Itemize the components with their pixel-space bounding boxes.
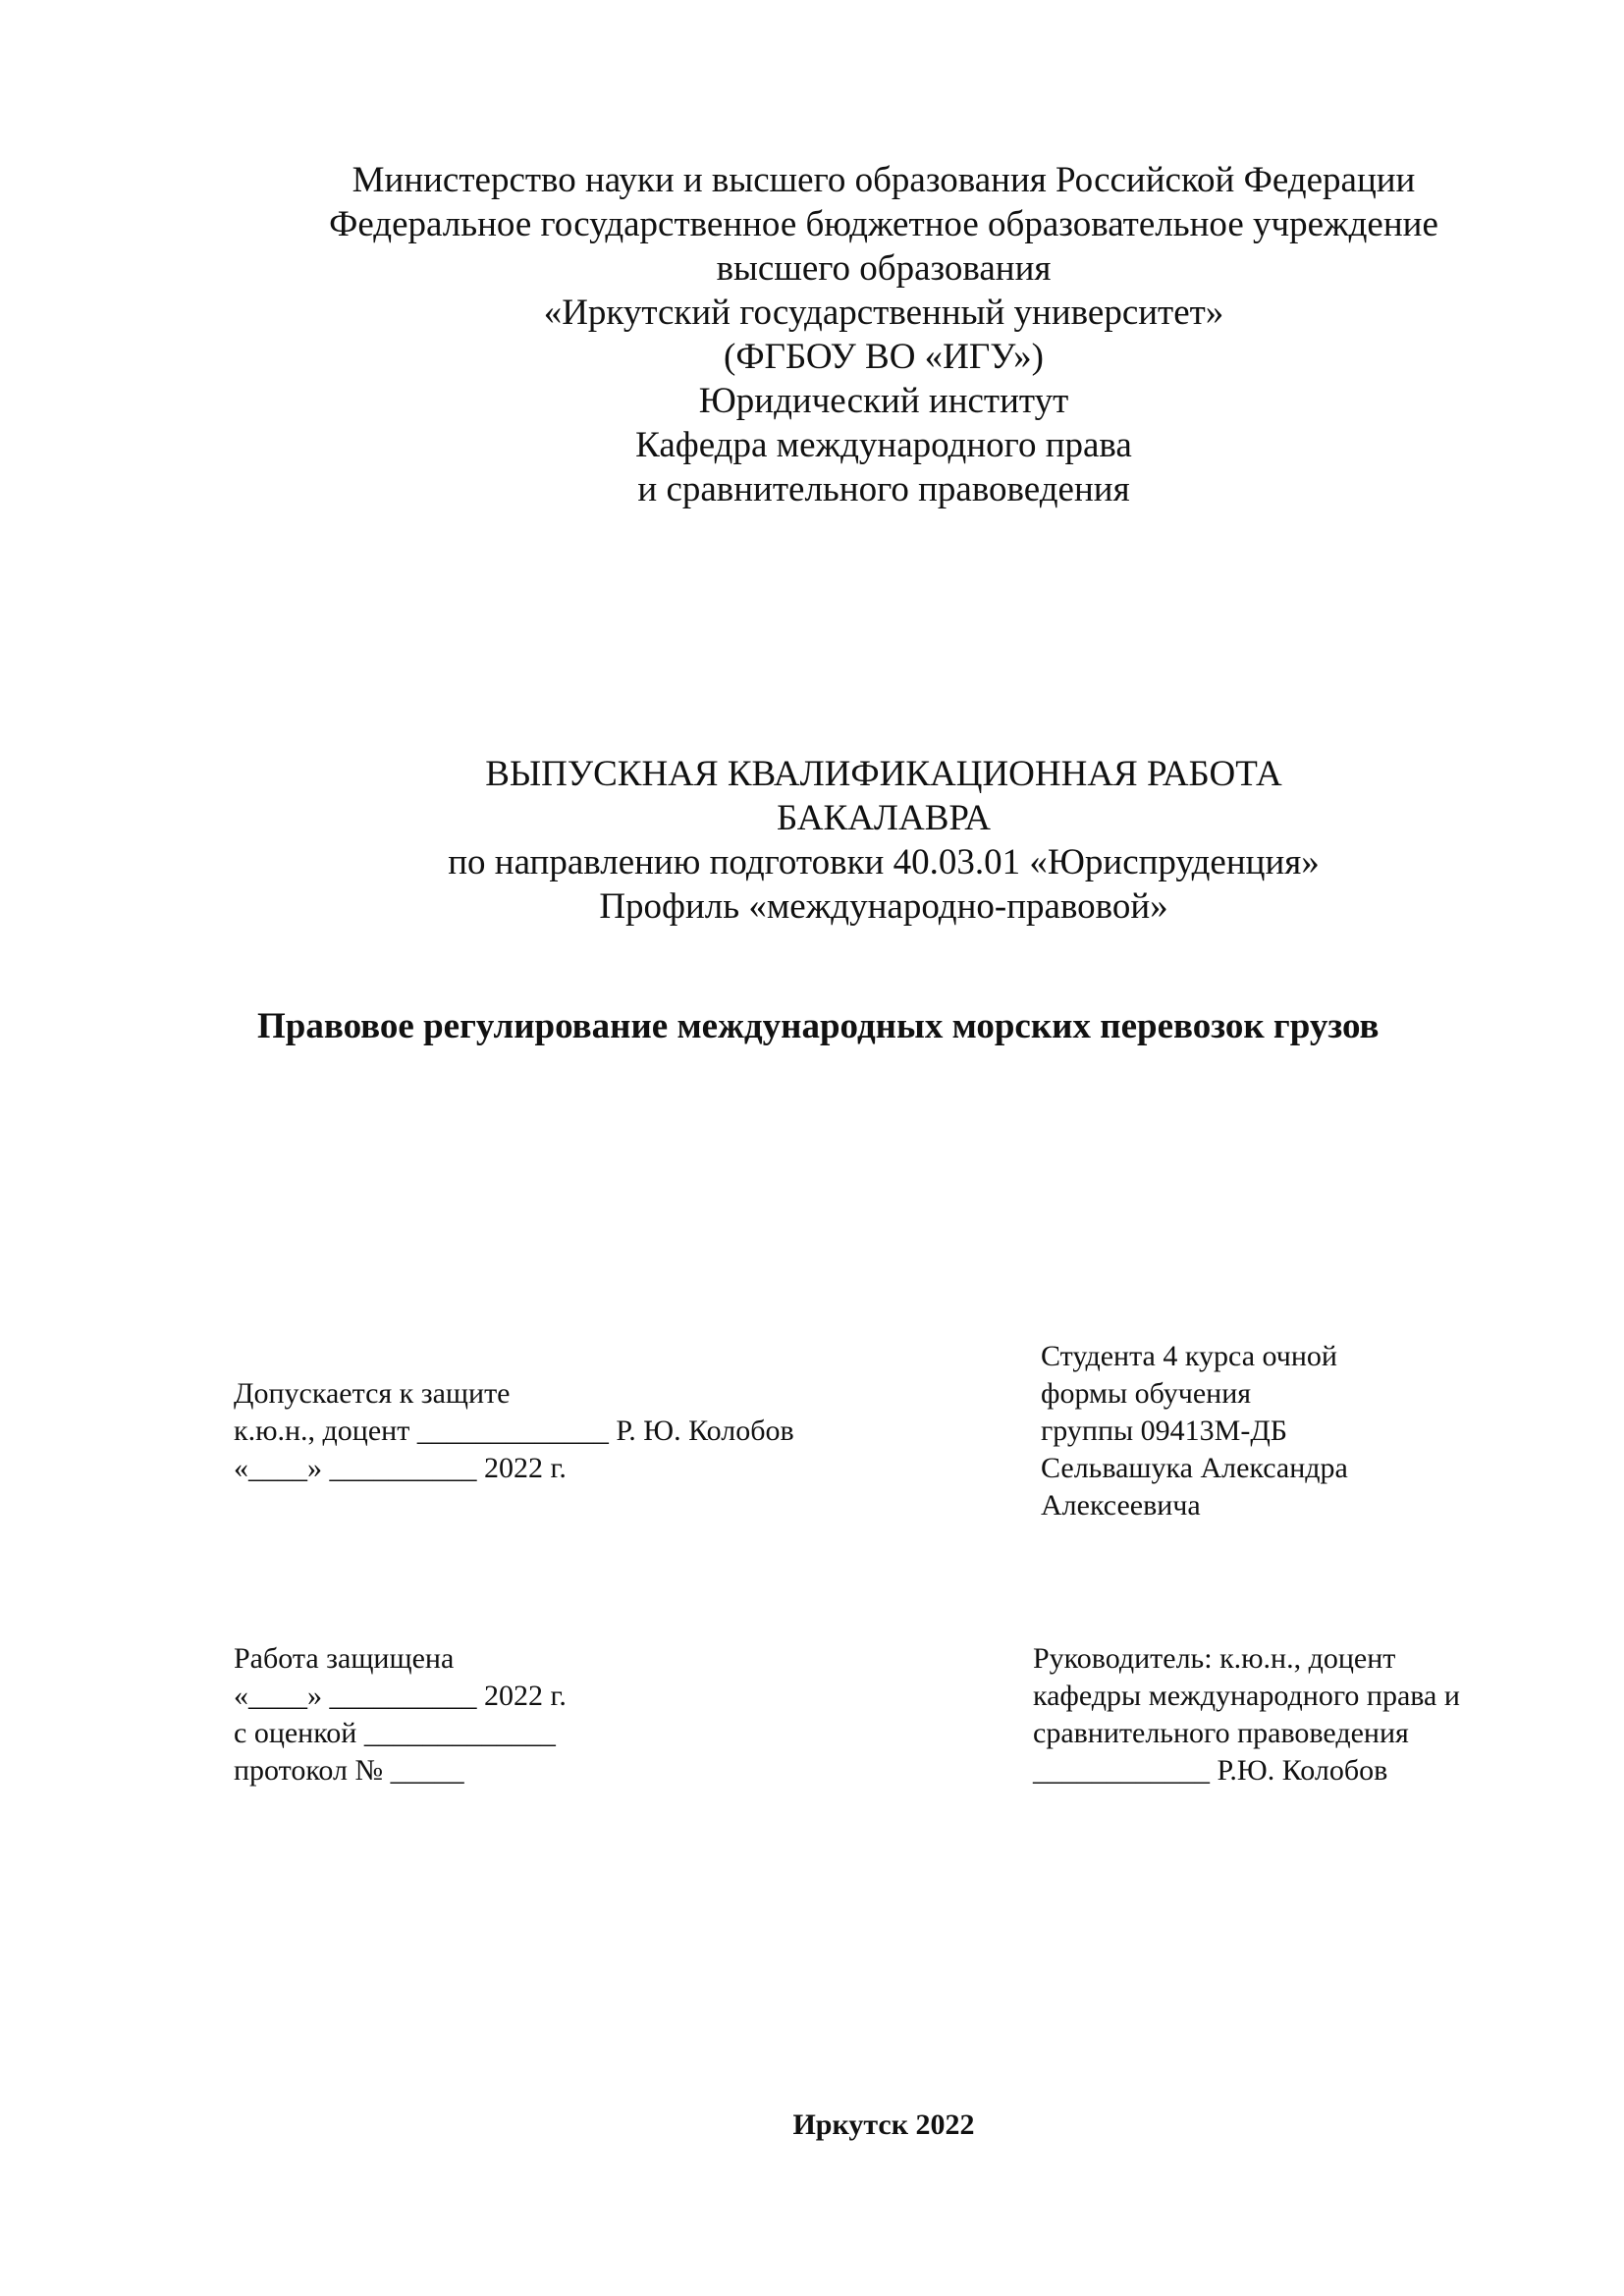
student-line5: Алексеевича [1041,1489,1201,1522]
supervisor-line3: сравнительного правоведения [1033,1717,1409,1749]
admission-line1: Допускается к защите [234,1377,511,1410]
header-ministry: Министерство науки и высшего образования Российской Федерации [352,160,1416,200]
thesis-title: Правовое регулирование международных морских перевозок грузов [257,1006,1380,1046]
admission-line2: к.ю.н., доцент _____________ Р. Ю. Колобов [234,1415,794,1447]
work-type-line1: ВЫПУСКНАЯ КВАЛИФИКАЦИОННАЯ РАБОТА [485,754,1282,794]
footer-city-year: Иркутск 2022 [792,2109,975,2141]
header-university-name: «Иркутский государственный университет» [543,293,1224,333]
student-line2: формы обучения [1041,1377,1252,1410]
header-institute: Юридический институт [698,381,1069,421]
header-university-abbr: (ФГБОУ ВО «ИГУ») [724,337,1044,377]
work-type-line2: БАКАЛАВРА [777,798,991,838]
header-department-line2: и сравнительного правоведения [637,469,1130,509]
header-institution-type: Федеральное государственное бюджетное образовательное учреждение [329,204,1438,244]
admission-line3: «____» __________ 2022 г. [234,1452,567,1484]
student-line3: группы 09413М-ДБ [1041,1415,1288,1447]
supervisor-line1: Руководитель: к.ю.н., доцент [1033,1642,1396,1675]
supervisor-line4: ____________ Р.Ю. Колобов [1033,1754,1388,1787]
student-line1: Студента 4 курса очной [1041,1340,1337,1372]
defense-line1: Работа защищена [234,1642,455,1675]
student-line4: Сельвашука Александра [1041,1452,1348,1484]
work-type-direction: по направлению подготовки 40.03.01 «Юриспруденция» [448,842,1320,882]
defense-line3: с оценкой _____________ [234,1717,556,1749]
work-type-profile: Профиль «международно-правовой» [599,886,1168,927]
header-department-line1: Кафедра международного права [635,425,1132,465]
defense-line2: «____» __________ 2022 г. [234,1680,567,1712]
defense-line4: протокол № _____ [234,1754,464,1787]
header-education-level: высшего образования [716,248,1052,289]
supervisor-line2: кафедры международного права и [1033,1680,1460,1712]
